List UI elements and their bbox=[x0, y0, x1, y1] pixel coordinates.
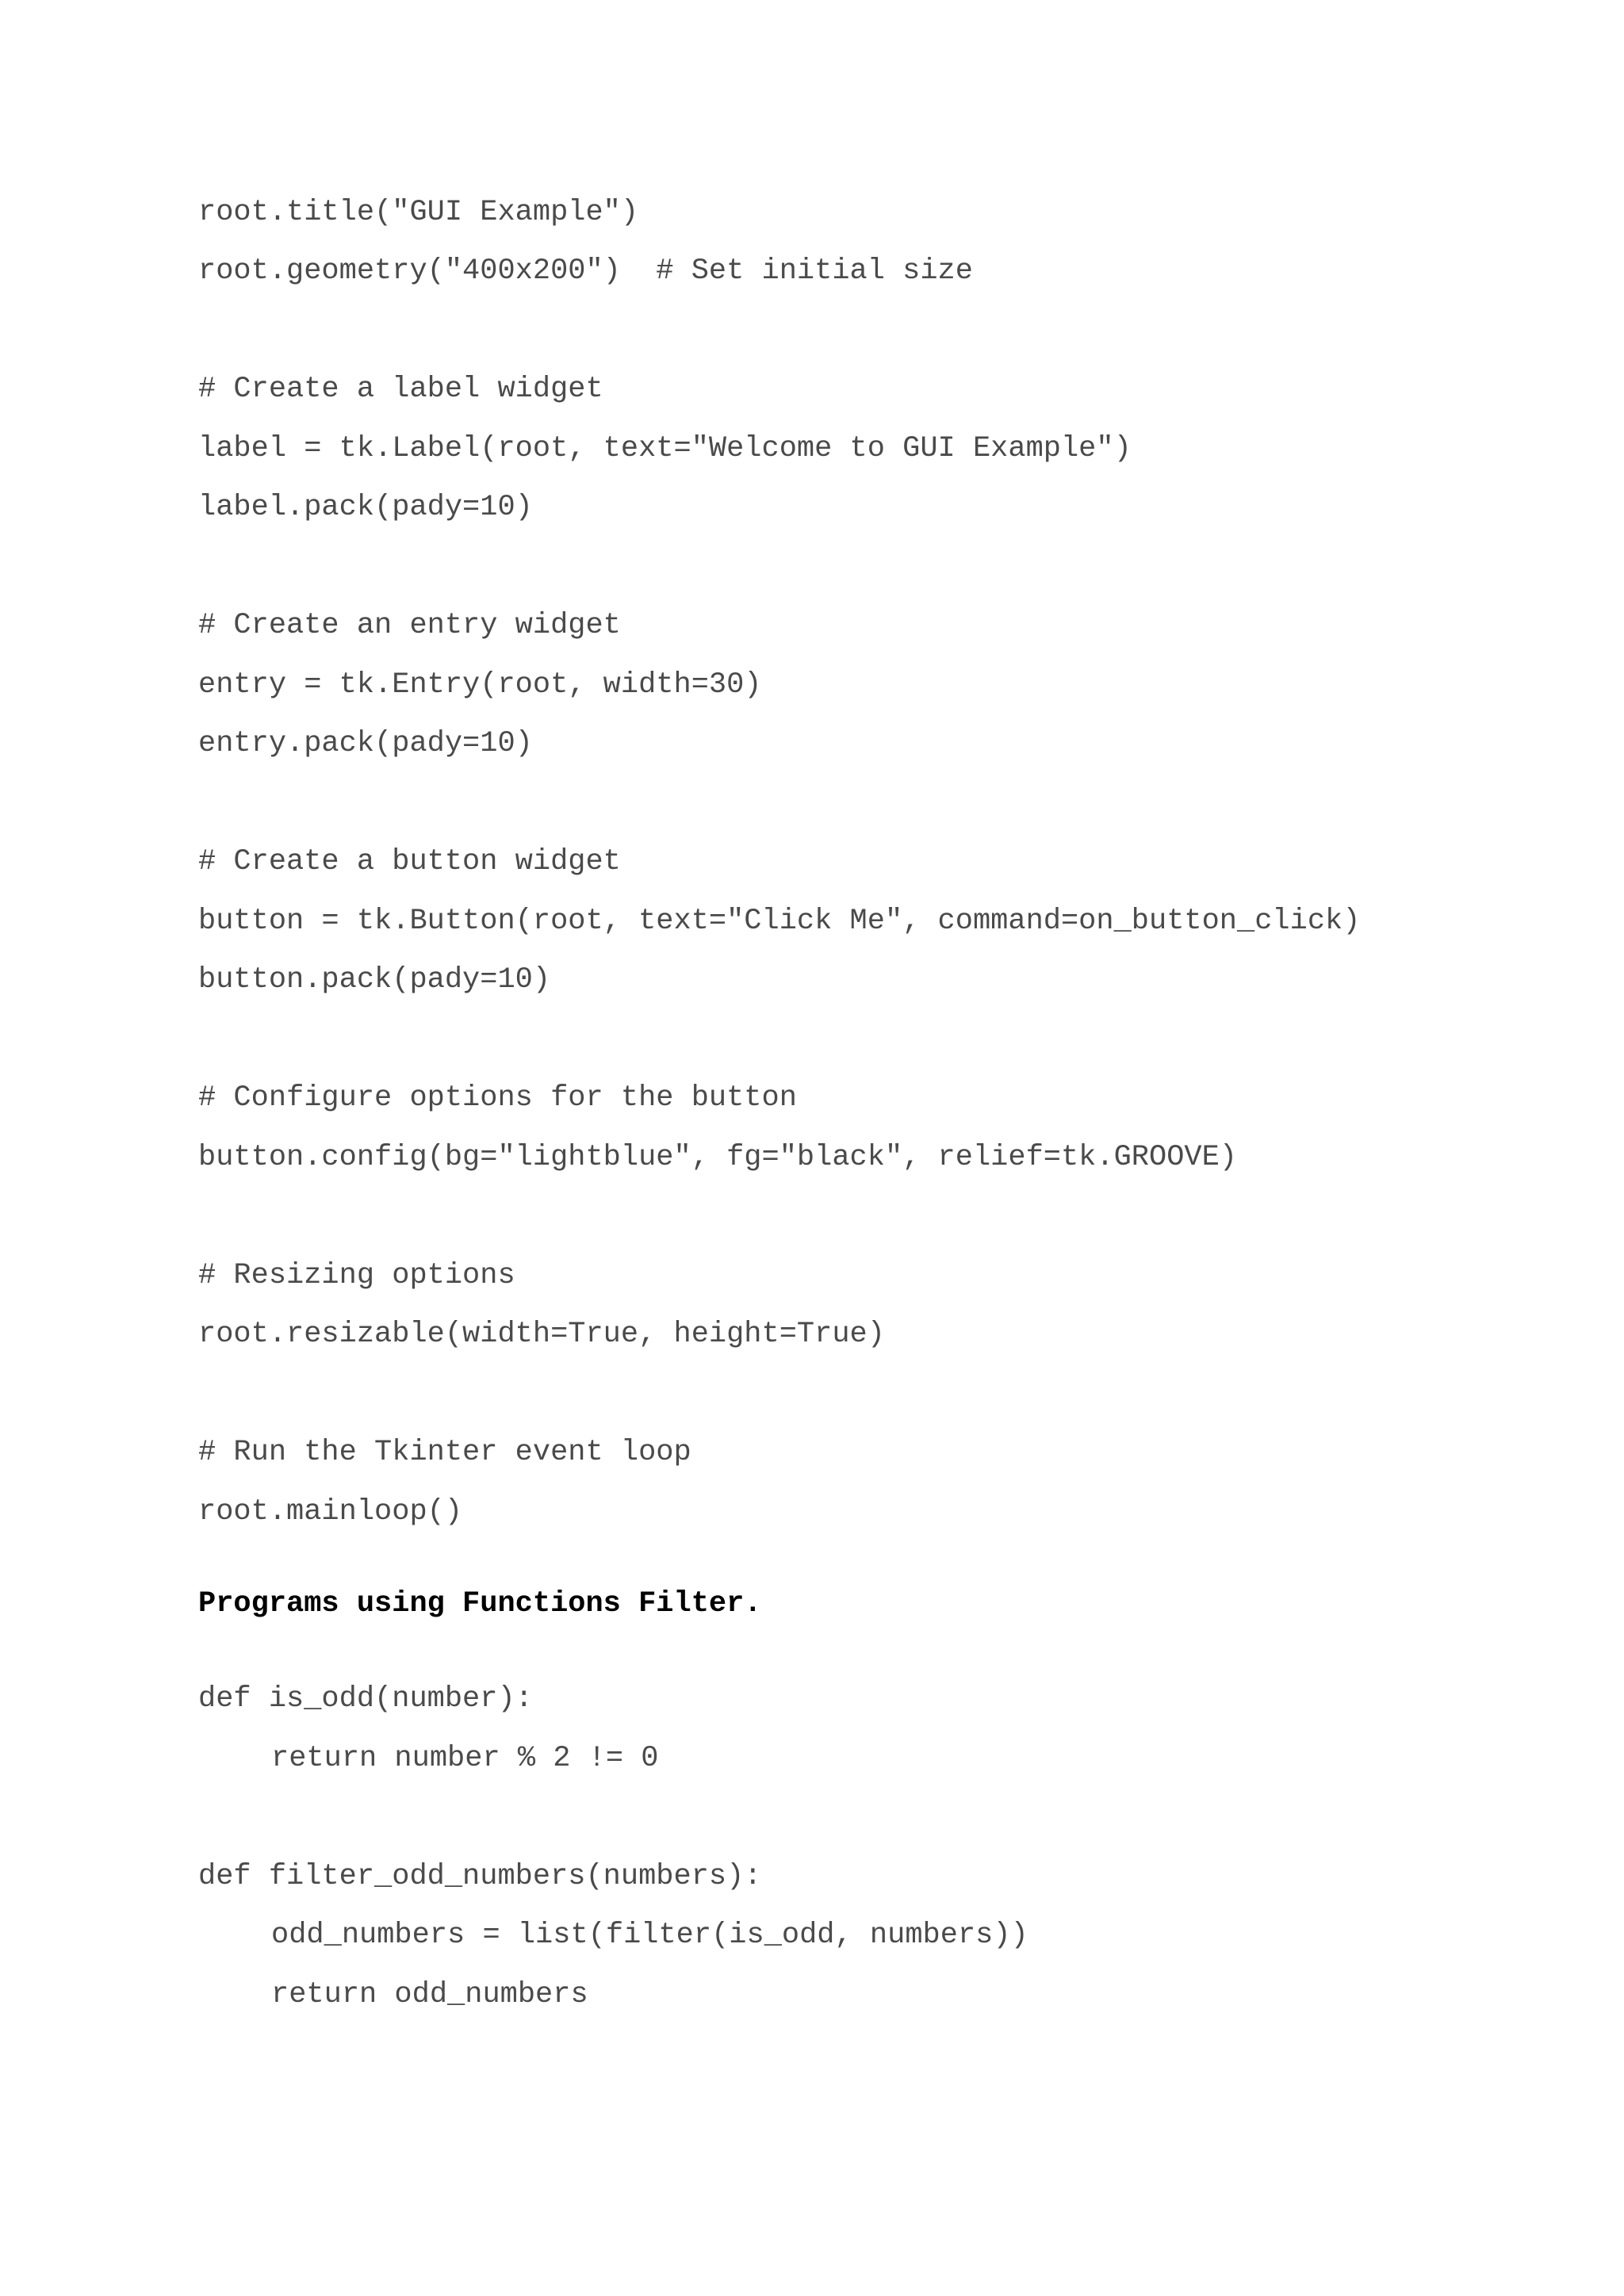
section-heading: Programs using Functions Filter. bbox=[198, 1587, 762, 1621]
code-line-button-config: button.config(bg="lightblue", fg="black", relief=tk.GROOVE) bbox=[198, 1141, 1238, 1174]
comment-create-button: # Create a button widget bbox=[198, 845, 621, 878]
code-line-label-create: label = tk.Label(root, text="Welcome to GUI Example") bbox=[198, 432, 1132, 465]
code-line-button-pack: button.pack(pady=10) bbox=[198, 963, 551, 997]
code-line-odd-numbers-assign: odd_numbers = list(filter(is_odd, numbers)) bbox=[271, 1919, 1028, 1952]
code-line-return-is-odd: return number % 2 != 0 bbox=[271, 1742, 659, 1775]
comment-resizing-options: # Resizing options bbox=[198, 1259, 515, 1292]
code-line-return-odd-numbers: return odd_numbers bbox=[271, 1978, 588, 2011]
code-line-def-filter-odd: def filter_odd_numbers(numbers): bbox=[198, 1860, 762, 1893]
code-line-entry-create: entry = tk.Entry(root, width=30) bbox=[198, 668, 762, 702]
comment-run-event-loop: # Run the Tkinter event loop bbox=[198, 1436, 691, 1469]
code-line-root-geometry: root.geometry("400x200") # Set initial size bbox=[198, 254, 973, 288]
code-line-root-title: root.title("GUI Example") bbox=[198, 196, 639, 229]
comment-create-entry: # Create an entry widget bbox=[198, 609, 621, 642]
code-line-root-mainloop: root.mainloop() bbox=[198, 1495, 463, 1529]
code-line-def-is-odd: def is_odd(number): bbox=[198, 1682, 533, 1716]
code-line-entry-pack: entry.pack(pady=10) bbox=[198, 727, 533, 760]
comment-create-label: # Create a label widget bbox=[198, 373, 603, 406]
code-line-root-resizable: root.resizable(width=True, height=True) bbox=[198, 1318, 885, 1351]
comment-configure-button: # Configure options for the button bbox=[198, 1081, 797, 1115]
code-line-button-create: button = tk.Button(root, text="Click Me", command=on_button_click) bbox=[198, 905, 1361, 938]
code-line-label-pack: label.pack(pady=10) bbox=[198, 491, 533, 524]
